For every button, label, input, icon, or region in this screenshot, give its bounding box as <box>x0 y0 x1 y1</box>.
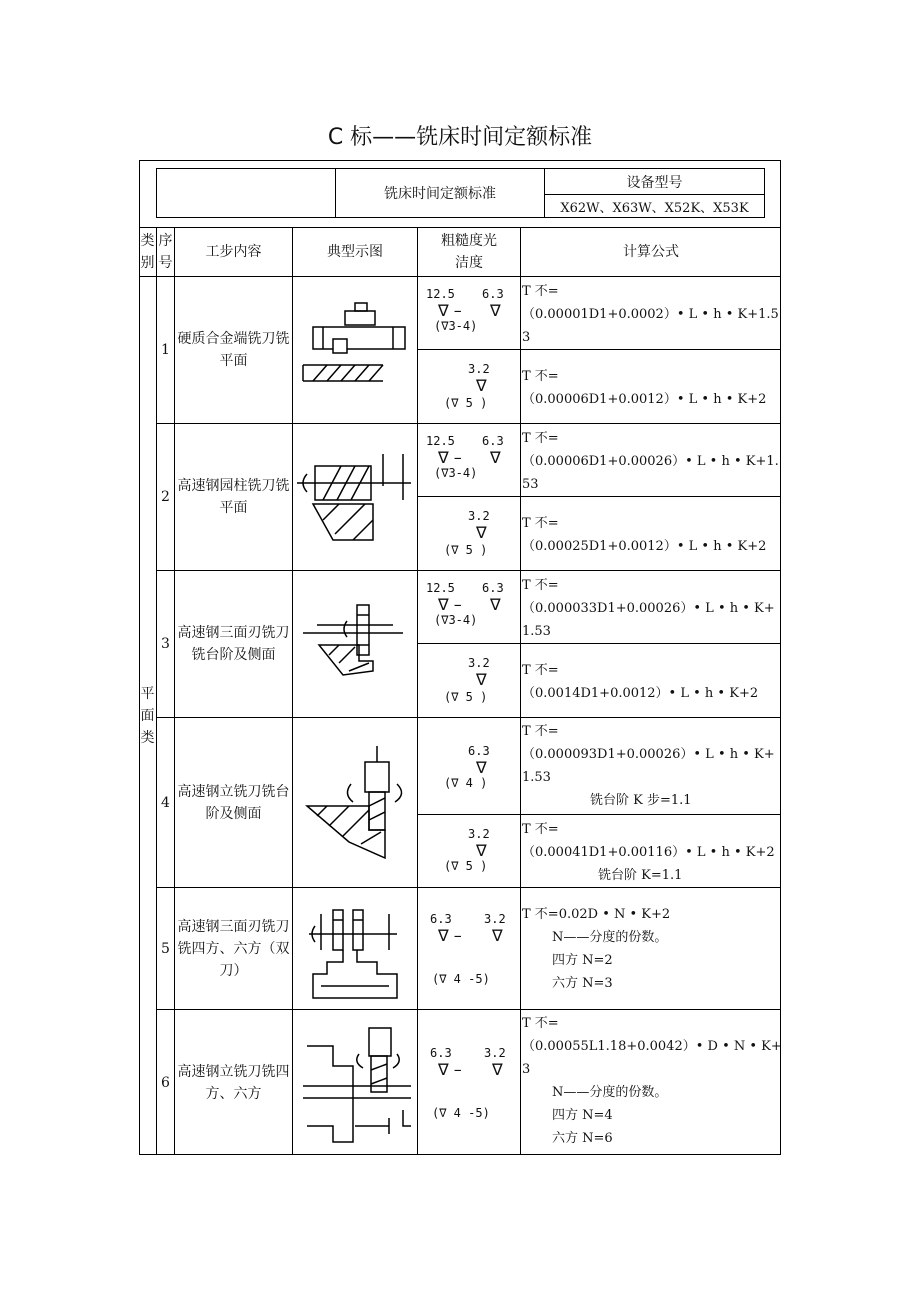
formula-3a: T 不= （0.000033D1+0.00026）• L • h • K+ 1.53 <box>522 578 775 639</box>
rough-cell-3b: 3.2 ∇ (∇ 5 ) <box>444 656 490 704</box>
rough-cell-2b: 3.2 ∇ (∇ 5 ) <box>444 509 490 557</box>
seq-cell-1: 1 <box>161 342 170 358</box>
col-diagram: 典型示图 <box>327 244 383 260</box>
category-cell <box>139 277 156 1155</box>
formula-5: T 不=0.02D • N • K+2 N——分度的份数。 四方 N=2 六方 N=3 <box>522 907 671 991</box>
rough-cell-3a: 12.5 6.3 ∇ – ∇ (∇3-4) <box>426 581 504 627</box>
rough-1a-note: (∇3-4) <box>434 319 478 333</box>
step-cell-4: 高速钢立铣刀铣台阶及侧面 <box>177 783 290 822</box>
end-mill-square-icon <box>293 1010 417 1155</box>
formula-2a: T 不= （0.00006D1+0.00026）• L • h • K+1. 53 <box>522 431 779 492</box>
col-seq: 序号 <box>158 233 173 271</box>
rough-cell-4b: 3.2 ∇ (∇ 5 ) <box>444 827 490 873</box>
cylinder-mill-icon <box>293 424 417 570</box>
rough-2b-a: 3.2 <box>468 509 490 523</box>
rough-4b-a: 3.2 <box>468 827 490 841</box>
end-mill-icon <box>293 718 417 887</box>
page-title: C 标——铣床时间定额标准 <box>327 125 593 150</box>
rough-cell-6: 6.3 3.2 ∇ – ∇ (∇ 4 -5) <box>430 1046 506 1120</box>
step-cell-2: 高速钢园柱铣刀铣平面 <box>177 478 290 516</box>
rough-1b-a: 3.2 <box>468 362 490 376</box>
rough-4a-note: (∇ 4 ) <box>444 776 488 790</box>
formula-1b: T 不= （0.00006D1+0.0012）• L • h • K+2 <box>522 369 767 407</box>
seq-cell-6: 6 <box>161 1074 170 1091</box>
formula-6: T 不= （0.00055L1.18+0.0042）• D • N • K+ 3 N——分度的份数。 四方 N=4 六方 N=6 <box>522 1016 782 1146</box>
rough-6-b: 3.2 <box>484 1046 506 1060</box>
rough-3b-note: (∇ 5 ) <box>444 690 488 704</box>
header-equipment-label: 设备型号 <box>626 174 683 191</box>
header-equipment-models: X62W、X63W、X52K、X53K <box>560 200 749 216</box>
col-formula: 计算公式 <box>623 244 679 260</box>
rough-1a-a: 12.5 <box>426 287 455 301</box>
rough-3b-a: 3.2 <box>468 656 490 670</box>
formula-2b: T 不= （0.00025D1+0.0012）• L • h • K+2 <box>522 516 767 554</box>
rough-3a-b: 6.3 <box>482 581 504 595</box>
col-roughness: 粗糙度光洁度 <box>441 233 497 271</box>
rough-cell-4a: 6.3 ∇ (∇ 4 ) <box>444 744 490 790</box>
step-cell-5: 高速钢三面刃铣刀铣四方、六方（双刀） <box>177 918 290 979</box>
rough-3a-a: 12.5 <box>426 581 455 595</box>
formula-3b: T 不= （0.0014D1+0.0012）• L • h • K+2 <box>522 663 759 701</box>
rough-6-note: (∇ 4 -5) <box>432 1106 490 1120</box>
rough-2a-a: 12.5 <box>426 434 455 448</box>
rough-5-a: 6.3 <box>430 912 452 926</box>
rough-1b-note: (∇ 5 ) <box>444 396 488 410</box>
seq-cell-5: 5 <box>161 940 170 957</box>
rough-2a-note: (∇3-4) <box>434 466 478 480</box>
rough-3a-note: (∇3-4) <box>434 613 478 627</box>
rough-cell-1a: 12.5 6.3 ∇ – ∇ (∇3-4) <box>426 287 504 333</box>
seq-cell-4: 4 <box>161 794 170 811</box>
table-header-box <box>156 168 765 218</box>
step-cell-1: 硬质合金端铣刀铣平面 <box>177 331 290 369</box>
side-mill-icon <box>293 571 417 717</box>
col-category: 类别 <box>140 233 155 271</box>
col-step: 工步内容 <box>205 244 262 260</box>
rough-4a-a: 6.3 <box>468 744 490 758</box>
formula-4b: T 不= （0.00041D1+0.00116）• L • h • K+2 铣台阶 K=1.1 <box>522 822 775 883</box>
rough-4b-note: (∇ 5 ) <box>444 859 488 873</box>
seq-cell-3: 3 <box>161 636 170 652</box>
formula-4a: T 不= （0.000093D1+0.00026）• L • h • K+ 1.53 铣台阶 K 步=1.1 <box>522 724 775 808</box>
step-cell-3: 高速钢三面刃铣刀铣台阶及侧面 <box>177 625 290 663</box>
face-mill-icon <box>293 277 417 423</box>
rough-cell-5: 6.3 3.2 ∇ – ∇ (∇ 4 -5) <box>430 912 506 986</box>
header-table-title: 铣床时间定额标准 <box>384 186 496 202</box>
seq-cell-2: 2 <box>161 489 170 505</box>
rough-2b-note: (∇ 5 ) <box>444 543 488 557</box>
rough-cell-2a: 12.5 6.3 ∇ – ∇ (∇3-4) <box>426 434 504 480</box>
formula-1a: T 不= （0.00001D1+0.0002）• L • h • K+1.5 3 <box>522 284 779 345</box>
rough-6-a: 6.3 <box>430 1046 452 1060</box>
rough-5-note: (∇ 4 -5) <box>432 972 490 986</box>
rough-2a-b: 6.3 <box>482 434 504 448</box>
double-cutter-icon <box>293 888 417 1009</box>
rough-1a-b: 6.3 <box>482 287 504 301</box>
rough-cell-1b: 3.2 ∇ (∇ 5 ) <box>444 362 490 410</box>
rough-5-b: 3.2 <box>484 912 506 926</box>
category-label: 平面类 <box>140 686 155 746</box>
step-cell-6: 高速钢立铣刀铣四方、六方 <box>177 1063 290 1102</box>
